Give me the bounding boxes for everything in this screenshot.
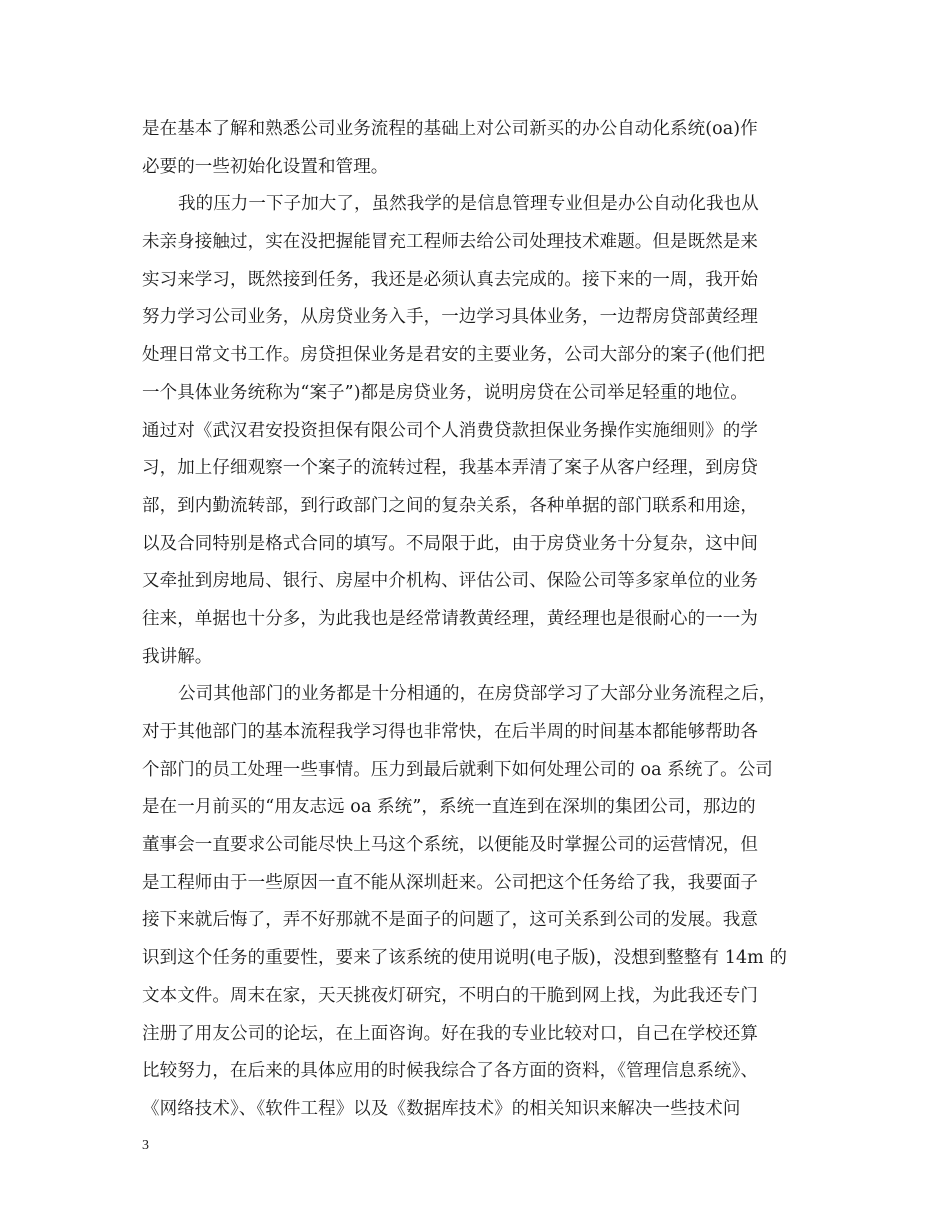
body-text <box>142 111 822 1129</box>
text-line: 一个具体业务统称为“案子”)都是房贷业务，说明房贷在公司举足轻重的地位。 <box>142 382 748 403</box>
text-line: 董事会一直要求公司能尽快上马这个系统，以便能及时掌握公司的运营情况，但 <box>142 835 758 856</box>
text-line: 努力学习公司业务，从房贷业务入手，一边学习具体业务，一边帮房贷部黄经理 <box>142 307 758 328</box>
text-line: 往来，单据也十分多，为此我也是经常请教黄经理，黄经理也是很耐心的一一为 <box>142 608 758 629</box>
text-line: 对于其他部门的基本流程我学习得也非常快，在后半周的时间基本都能够帮助各 <box>142 722 758 742</box>
text-line: 习，加上仔细观察一个案子的流转过程，我基本弄清了案子从客户经理，到房贷 <box>142 458 758 479</box>
text-line: 是在基本了解和熟悉公司业务流程的基础上对公司新买的办公自动化系统(oa)作 <box>142 119 758 139</box>
text-line: 实习来学习，既然接到任务，我还是必须认真去完成的。接下来的一周，我开始 <box>142 269 758 290</box>
text-line: 是工程师由于一些原因一直不能从深圳赶来。公司把这个任务给了我，我要面子 <box>142 872 758 893</box>
text-line: 通过对《武汉君安投资担保有限公司个人消费贷款担保业务操作实施细则》的学 <box>142 420 758 441</box>
page-number: 3 <box>142 1138 149 1153</box>
paragraph-start-line: 我的压力一下子加大了，虽然我学的是信息管理专业但是办公自动化我也从 <box>178 194 759 215</box>
text-line: 必要的一些初始化设置和管理。 <box>142 156 389 177</box>
text-line: 注册了用友公司的论坛，在上面咨询。好在我的专业比较对口，自己在学校还算 <box>142 1023 758 1044</box>
text-line: 处理日常文书工作。房贷担保业务是君安的主要业务，公司大部分的案子(他们把 <box>142 345 765 366</box>
text-line: 以及合同特别是格式合同的填写。不局限于此，由于房贷业务十分复杂，这中间 <box>142 533 758 554</box>
text-line: 文本文件。周末在家，天天挑夜灯研究，不明白的干脆到网上找，为此我还专门 <box>142 985 758 1006</box>
text-line: 是在一月前买的“用友志远 oa 系统”，系统一直连到在深圳的集团公司，那边的 <box>142 797 756 818</box>
text-line: 个部门的员工处理一些事情。压力到最后就剩下如何处理公司的 oa 系统了。公司 <box>142 759 773 780</box>
text-line: 识到这个任务的重要性，要来了该系统的使用说明(电子版)，没想到整整有 14m 的 <box>142 948 788 969</box>
paragraph-start-line: 公司其他部门的业务都是十分相通的，在房贷部学习了大部分业务流程之后， <box>178 684 777 705</box>
text-line: 未亲身接触过，实在没把握能冒充工程师去给公司处理技术难题。但是既然是来 <box>142 232 758 253</box>
text-line: 接下来就后悔了，弄不好那就不是面子的问题了，这可关系到公司的发展。我意 <box>142 910 758 931</box>
text-line: 部，到内勤流转部，到行政部门之间的复杂关系，各种单据的部门联系和用途， <box>142 495 758 516</box>
text-line: 我讲解。 <box>142 646 213 667</box>
text-line: 《网络技术》、《软件工程》以及《数据库技术》的相关知识来解决一些技术问 <box>142 1098 741 1119</box>
text-line: 又牵扯到房地局、银行、房屋中介机构、评估公司、保险公司等多家单位的业务 <box>142 571 758 592</box>
text-line: 比较努力，在后来的具体应用的时候我综合了各方面的资料，《管理信息系统》、 <box>142 1061 759 1082</box>
